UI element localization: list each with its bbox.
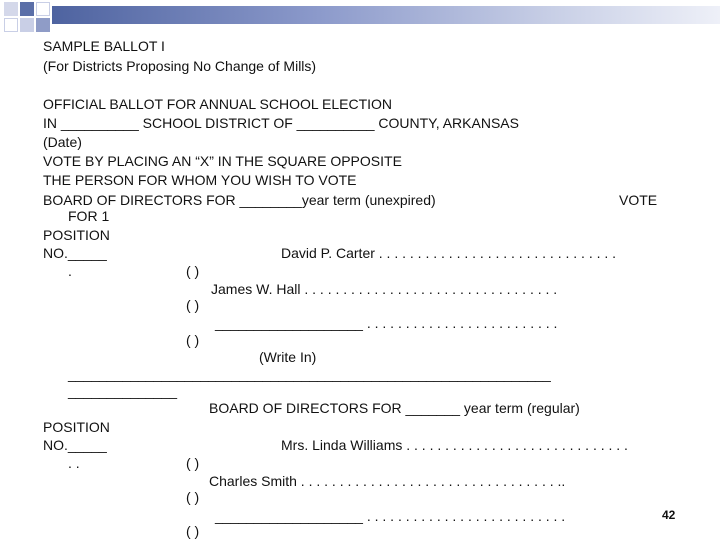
candidate-david-carter: David P. Carter . . . . . . . . . . . . . . . . . . . . . . . . . . . . . . .: [281, 245, 617, 261]
candidate-linda-williams: Mrs. Linda Williams . . . . . . . . . . . . . . . . . . . . . . . . . . . . .: [281, 437, 628, 453]
vote-label: VOTE: [619, 192, 658, 208]
write-in-label: (Write In): [259, 349, 317, 365]
checkbox-write-in-2[interactable]: ( ): [186, 523, 200, 539]
candidate-charles-smith: Charles Smith . . . . . . . . . . . . . . . . . . . . . . . . . . . . . . . . . ..: [209, 473, 566, 489]
district-county-line: IN __________ SCHOOL DISTRICT OF __________ COUNTY, ARKANSAS: [43, 115, 519, 131]
instructions-line-1: VOTE BY PLACING AN “X” IN THE SQUARE OPPOSITE: [43, 153, 402, 169]
checkbox-james-hall[interactable]: ( ): [186, 297, 200, 313]
ballot-subtitle: (For Districts Proposing No Change of Mills): [43, 58, 317, 74]
header-gradient-bar: [52, 6, 720, 24]
deco-square-6: [36, 18, 50, 32]
checkbox-charles-smith[interactable]: ( ): [186, 489, 200, 505]
deco-square-2: [20, 2, 34, 16]
deco-square-1: [4, 2, 18, 16]
ballot-title: SAMPLE BALLOT I: [43, 38, 165, 54]
official-ballot-line: OFFICIAL BALLOT FOR ANNUAL SCHOOL ELECTION: [43, 96, 393, 112]
candidate-james-hall: James W. Hall . . . . . . . . . . . . . . . . . . . . . . . . . . . . . . . . .: [211, 281, 558, 297]
position-2-dots: . .: [68, 455, 80, 471]
position-2-label: POSITION: [43, 419, 110, 435]
divider-line-continuation: ______________: [68, 383, 178, 399]
date-line: (Date): [43, 134, 82, 150]
section-1-heading: BOARD OF DIRECTORS FOR ________year term (unexpired): [43, 192, 436, 208]
section-2-heading: BOARD OF DIRECTORS FOR _______ year term (regular): [209, 400, 580, 416]
write-in-line-2: ___________________ . . . . . . . . . . . . . . . . . . . . . . . . . .: [215, 508, 566, 524]
deco-square-5: [20, 18, 34, 32]
divider-line: ______________________________________________________________: [68, 366, 551, 382]
position-1-number: NO._____: [43, 245, 107, 261]
checkbox-linda-williams[interactable]: ( ): [186, 455, 200, 471]
for-one-label: FOR 1: [68, 208, 110, 224]
write-in-line-1: ___________________ . . . . . . . . . . . . . . . . . . . . . . . . .: [215, 315, 558, 331]
position-1-label: POSITION: [43, 227, 110, 243]
deco-square-4: [4, 18, 18, 32]
checkbox-david-carter[interactable]: ( ): [186, 263, 200, 279]
deco-square-3: [36, 2, 50, 16]
position-1-dot: .: [68, 263, 72, 279]
page-number: 42: [662, 508, 676, 522]
instructions-line-2: THE PERSON FOR WHOM YOU WISH TO VOTE: [43, 172, 357, 188]
checkbox-write-in-1[interactable]: ( ): [186, 332, 200, 348]
position-2-number: NO._____: [43, 437, 107, 453]
